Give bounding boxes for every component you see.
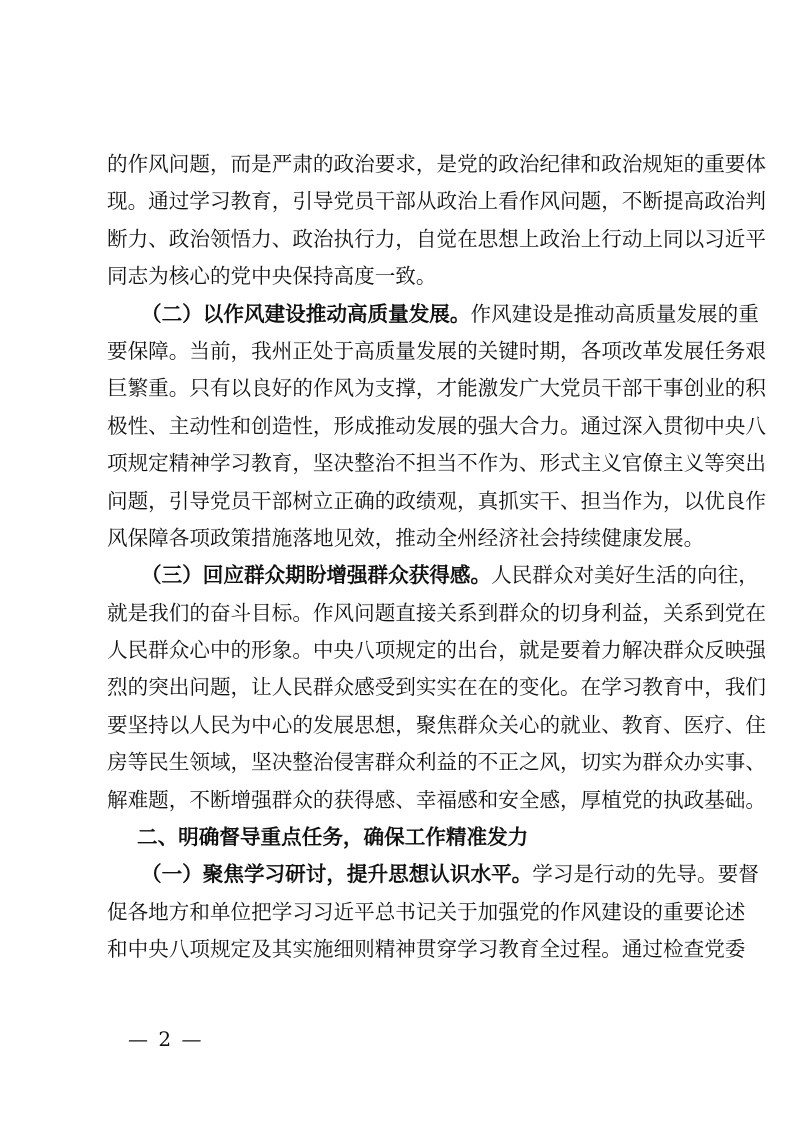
- paragraph-4: [107, 856, 759, 968]
- text-line: 促各地方和单位把学习习近平总书记关于加强党的作风建设的重要论述: [107, 899, 746, 924]
- text-line: 要坚持以人民为中心的发展思想，聚焦群众关心的就业、教育、医疗、住: [107, 712, 766, 737]
- text-run: 学习是行动的先导。要督: [532, 862, 759, 887]
- text-line: 和中央八项规定及其实施细则精神贯穿学习教育全过程。通过检查党委: [107, 937, 746, 962]
- page-number: — 2 —: [128, 1027, 204, 1051]
- subheading: （三）回应群众期盼增强群众获得感。: [141, 563, 492, 588]
- document-page: [107, 146, 766, 969]
- text-line: 要保障。当前，我州正处于高质量发展的关键时期，各项改革发展任务艰: [107, 338, 766, 363]
- text-line: [107, 557, 759, 594]
- text-line: [107, 296, 759, 333]
- text-line: 风保障各项政策措施落地见效，推动全州经济社会持续健康发展。: [107, 525, 705, 550]
- paragraph: [107, 146, 766, 296]
- text-line: 极性、主动性和创造性，形成推动发展的强大合力。通过深入贯彻中央八: [107, 413, 766, 438]
- text-line: 问题，引导党员干部树立正确的政绩观，真抓实干、担当作为，以优良作: [107, 488, 766, 513]
- text-run: 人民群众对美好生活的向往，: [491, 563, 759, 588]
- text-line: 解难题，不断增强群众的获得感、幸福感和安全感，厚植党的执政基础。: [107, 787, 766, 812]
- section-heading: 二、明确督导重点任务，确保工作精准发力: [137, 825, 529, 850]
- paragraph-2: [107, 296, 766, 558]
- text-line: 同志为核心的党中央保持高度一致。: [107, 264, 437, 289]
- text-line: 项规定精神学习教育，坚决整治不担当不作为、形式主义官僚主义等突出: [107, 451, 766, 476]
- text-line: 烈的突出问题，让人民群众感受到实实在在的变化。在学习教育中，我们: [107, 675, 766, 700]
- text-line: 断力、政治领悟力、政治执行力，自觉在思想上政治上行动上同以习近平: [107, 226, 766, 251]
- text-line: 房等民生领域，坚决整治侵害群众利益的不正之风，切实为群众办实事、: [107, 750, 766, 775]
- subheading: （二）以作风建设推动高质量发展。: [141, 301, 471, 326]
- text-line: [107, 856, 759, 893]
- text-line: 就是我们的奋斗目标。作风问题直接关系到群众的切身利益，关系到党在: [107, 600, 766, 625]
- text-line: 巨繁重。只有以良好的作风为支撑，才能激发广大党员干部干事创业的积: [107, 376, 766, 401]
- paragraph-3: [107, 557, 766, 819]
- subheading: （一）聚焦学习研讨，提升思想认识水平。: [141, 862, 533, 887]
- text-line: 现。通过学习教育，引导党员干部从政治上看作风问题，不断提高政治判: [107, 189, 766, 214]
- text-run: 作风建设是推动高质量发展的重: [470, 301, 759, 326]
- text-line: 的作风问题，而是严肃的政治要求，是党的政治纪律和政治规矩的重要体: [107, 152, 766, 176]
- text-line: 人民群众心中的形象。中央八项规定的出台，就是要着力解决群众反映强: [107, 638, 766, 663]
